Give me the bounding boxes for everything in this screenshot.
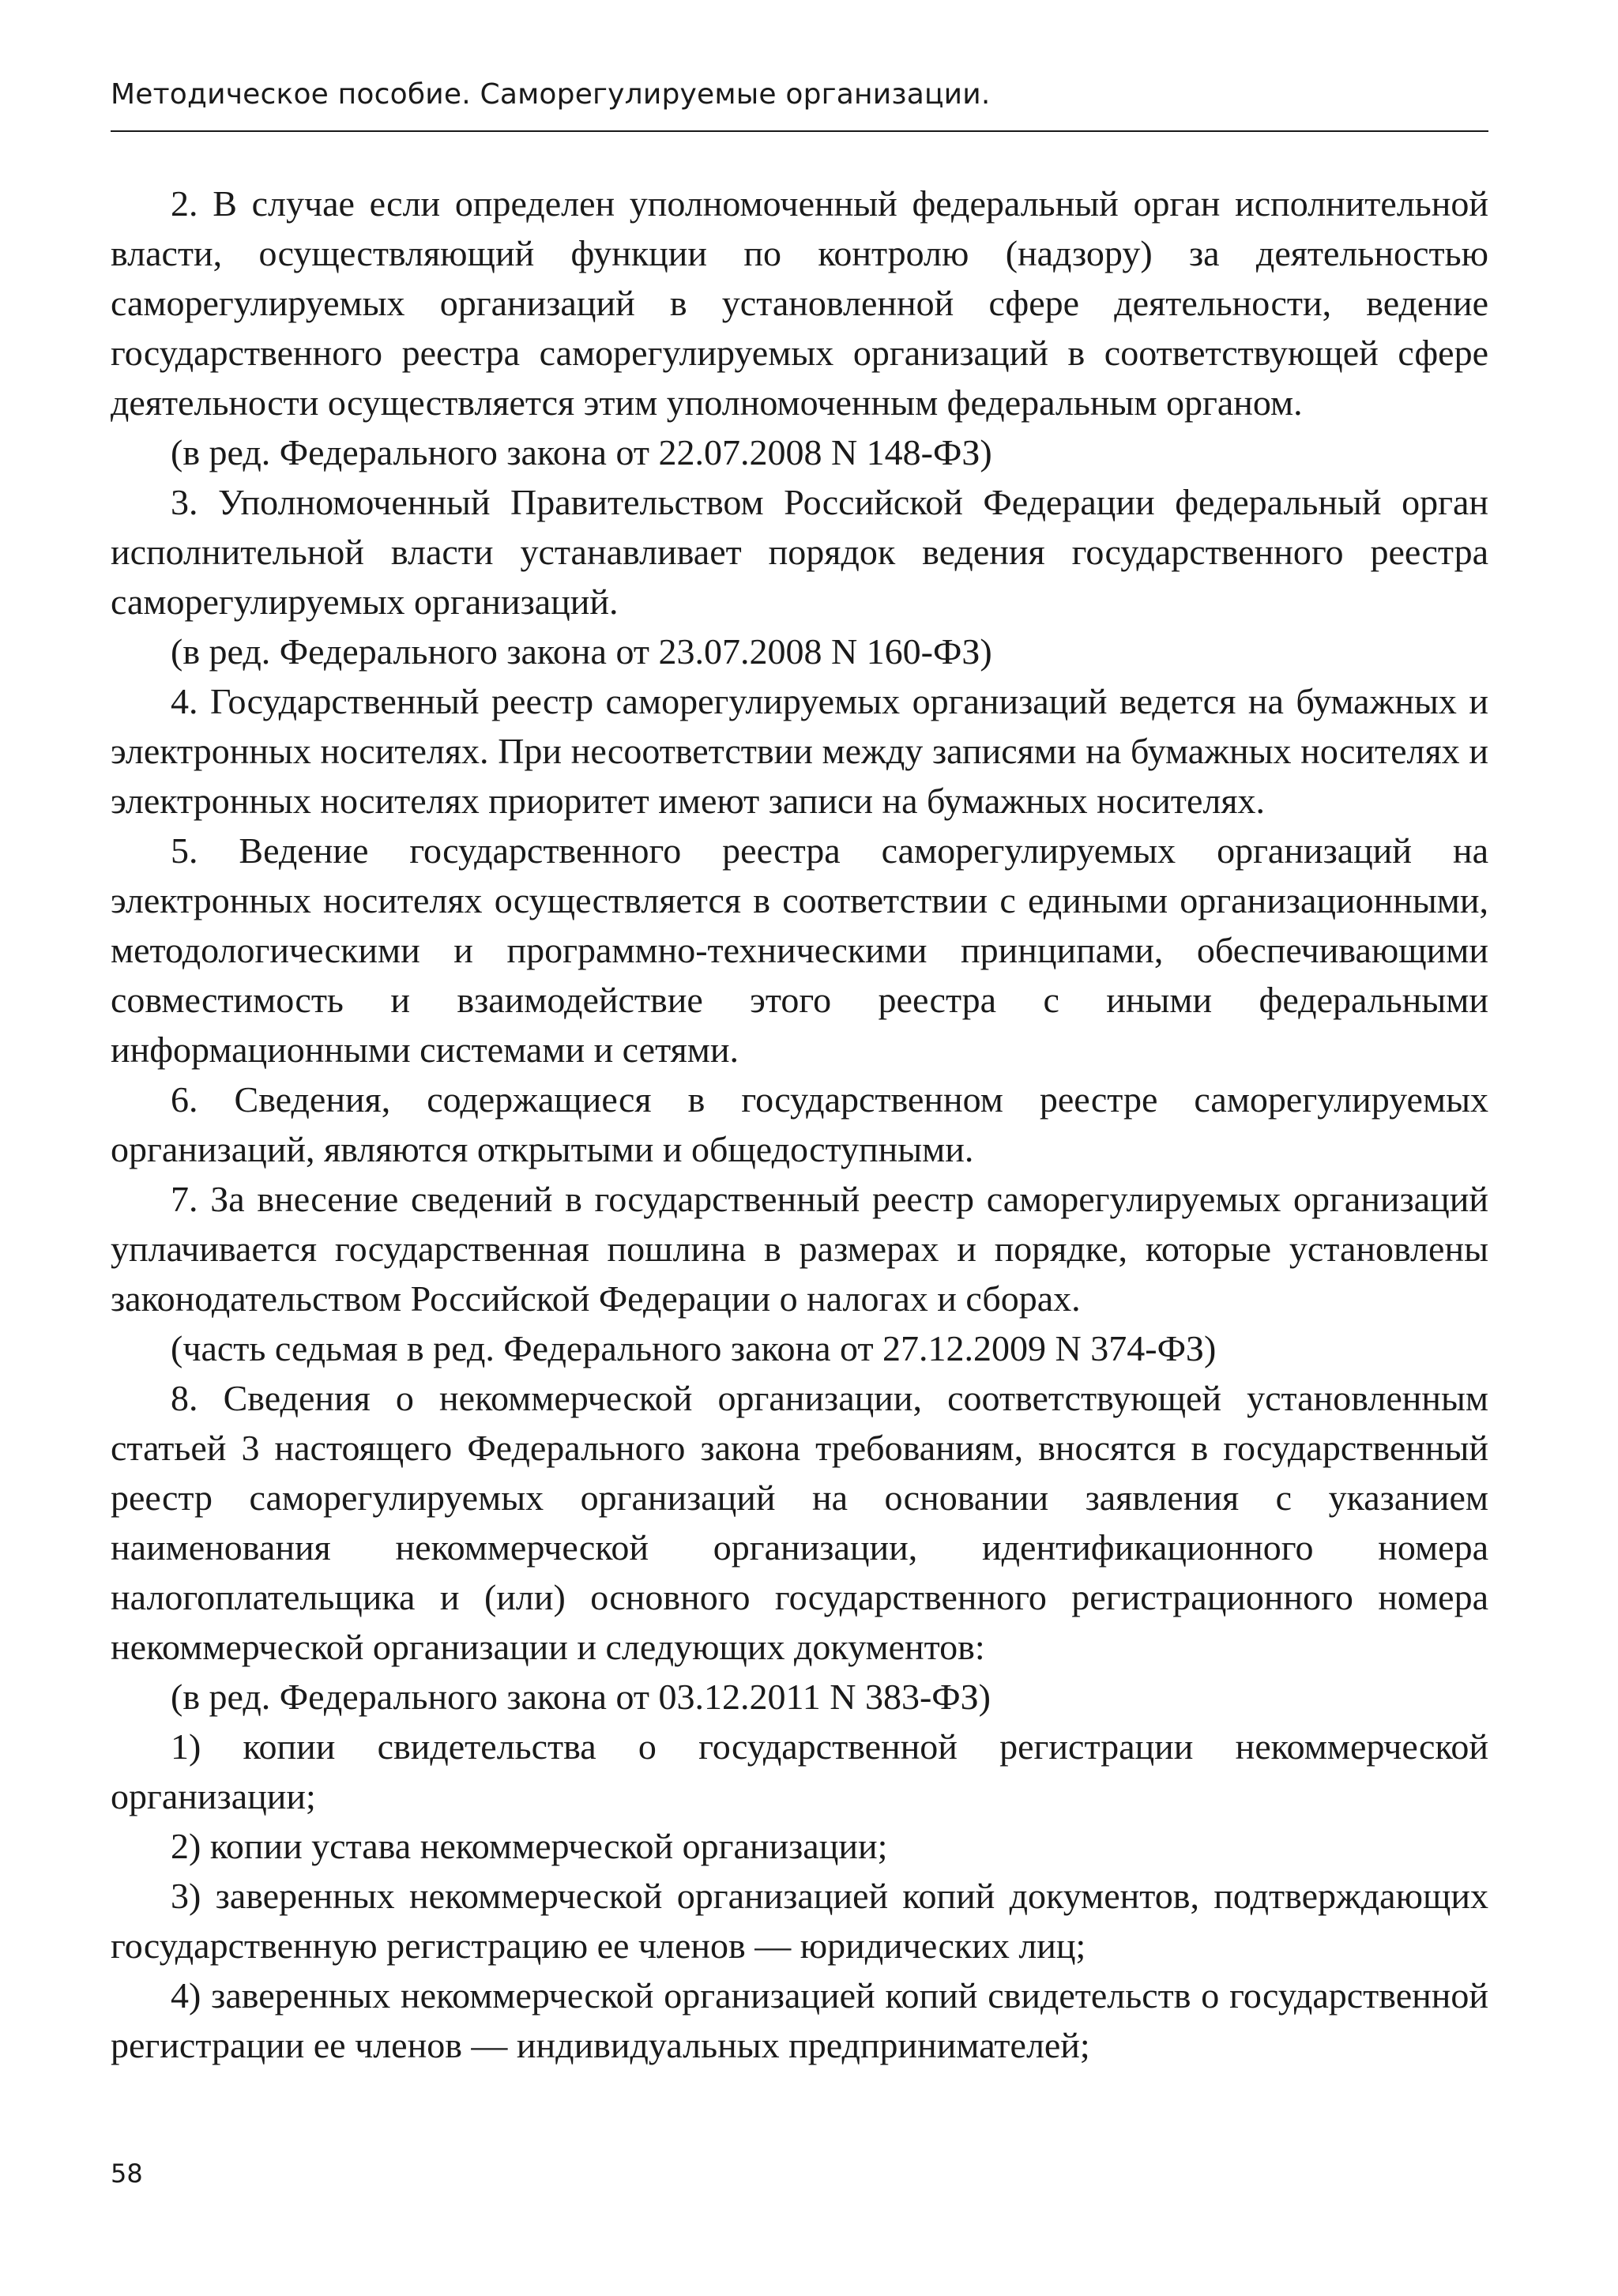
page-number: 58 [111, 2159, 143, 2189]
paragraph-7: 7. За внесение сведений в государственный реестр саморегулируемых организаций уплачивается государственная пошлина в размерах и порядке, которые установлены законодательством Российской Федерации о налогах и сборах. [111, 1179, 1488, 1319]
amendment-note: (в ред. Федерального закона от 03.12.2011 N 383-ФЗ) [171, 1677, 991, 1717]
list-item-4: 4) заверенных некоммерческой организацией копий свидетельств о государственной регистрации ее членов — индивидуальных предпринимателей; [111, 1975, 1488, 2065]
paragraph-6: 6. Сведения, содержащиеся в государственном реестре саморегулируемых организаций, являются открытыми и общедоступными. [111, 1079, 1488, 1169]
amendment-note: (часть седьмая в ред. Федерального закона от 27.12.2009 N 374-ФЗ) [171, 1328, 1217, 1368]
paragraph-5: 5. Ведение государственного реестра саморегулируемых организаций на электронных носителях осуществляется в соответствии с едиными организационными, методологическими и программно-техническими принципами, обеспечивающими совместимость и взаимодействие этого реестра с иными федеральными информационными системами и сетями. [111, 830, 1488, 1070]
paragraph-4: 4. Государственный реестр саморегулируемых организаций ведется на бумажных и электронных носителях. При несоответствии между записями на бумажных носителях и электронных носителях приоритет имеют записи на бумажных носителях. [111, 681, 1488, 821]
body-text [111, 179, 1488, 2070]
list-item-3: 3) заверенных некоммерческой организацией копий документов, подтверждающих государственную регистрацию ее членов — юридических лиц; [111, 1876, 1488, 1966]
amendment-note: (в ред. Федерального закона от 22.07.2008 N 148-ФЗ) [171, 432, 992, 472]
list-item-1: 1) копии свидетельства о государственной регистрации некоммерческой организации; [111, 1726, 1488, 1816]
header-rule [111, 130, 1488, 132]
paragraph-8: 8. Сведения о некоммерческой организации, соответствующей установленным статьей 3 настоящего Федерального закона требованиям, вносятся в государственный реестр саморегулируемых организаций на основании заявления с указанием наименования некоммерческой организации, идентификационного номера налогоплательщика и (или) основного государственного регистрационного номера некоммерческой организации и следующих документов: [111, 1378, 1488, 1667]
paragraph-3: 3. Уполномоченный Правительством Российской Федерации федеральный орган исполнительной власти устанавливает порядок ведения государственного реестра саморегулируемых организаций. [111, 482, 1488, 622]
running-header: Методическое пособие. Саморегулируемые организации. [111, 78, 991, 111]
list-item-2: 2) копии устава некоммерческой организации; [171, 1826, 888, 1866]
paragraph-2: 2. В случае если определен уполномоченный федеральный орган исполнительной власти, осуществляющий функции по контролю (надзору) за деятельностью саморегулируемых организаций в установленной сфере деятельности, ведение государственного реестра саморегулируемых организаций в соответствующей сфере деятельности осуществляется этим уполномоченным федеральным органом. [111, 183, 1488, 423]
amendment-note: (в ред. Федерального закона от 23.07.2008 N 160-ФЗ) [171, 631, 992, 672]
